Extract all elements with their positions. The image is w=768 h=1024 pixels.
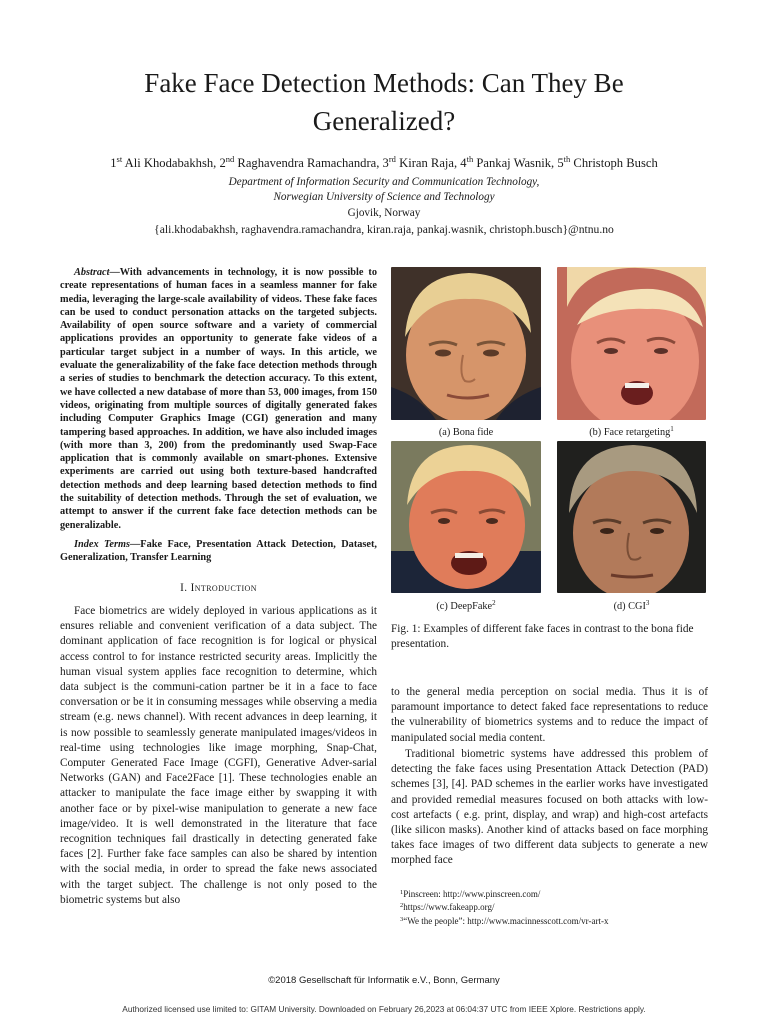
affiliation-city: Gjovik, Norway [347, 207, 421, 219]
figure-caption: Fig. 1: Examples of different fake faces in contrast to the bona fide presentation. [391, 623, 694, 651]
section-heading [60, 582, 377, 594]
author: 5th Christoph Busch [557, 154, 658, 170]
footnote: $^2$https://www.fakeapp.org/ [400, 902, 495, 913]
index-terms [60, 538, 377, 565]
author: 1st Ali Khodabakhsh [110, 154, 214, 170]
section-title: Introduction [190, 582, 257, 594]
section-number: I. [180, 582, 188, 594]
intro-paragraph-right-1: to the general media perception on social media. Thus it is of paramount importance to detect faked face representations to reduce the vulnerability of biometrics systems and to reduce the impact of manipulated social media content. [391, 686, 708, 744]
abstract [60, 266, 377, 532]
affiliation-department: Department of Information Security and Communication Technology, [228, 176, 540, 188]
face-image-bona-fide [391, 267, 541, 420]
face-image-deepfake [391, 441, 541, 593]
subfigure-caption-b: (b) Face retargeting$^1$ [589, 425, 674, 438]
license-notice: Authorized licensed use limited to: GITAM University. Downloaded on February 26,2023 at 06:04:37 UTC from IEEE Xplore. Restrictions apply. [122, 1004, 646, 1014]
footnote: $^1$Pinscreen: http://www.pinscreen.com/ [400, 889, 541, 899]
title-line-2: Generalized? [312, 106, 456, 136]
subfigure-caption-d: (d) CGI$^3$ [613, 599, 650, 612]
author-list: 1st Ali Khodabakhsh, 2nd Raghavendra Ramachandra, 3rd Kiran Raja, 4th Pankaj Wasnik, 5th Christoph Busch [110, 154, 658, 170]
author: 3rd Kiran Raja [382, 154, 454, 170]
author: 2nd Raghavendra Ramachandra [219, 154, 377, 170]
face-image-cgi [557, 441, 706, 593]
subfigure-caption-a: (a) Bona fide [438, 427, 494, 438]
copyright-notice: ©2018 Gesellschaft für Informatik e.V., Bonn, Germany [268, 975, 500, 986]
index-terms-lead: Index Terms [74, 539, 130, 550]
abstract-text: —With advancements in technology, it is now possible to create representations of human faces in a seamless manner for fake media, leveraging the large-scale availability of videos. These fake faces can be used to conduct personation attacks on the targeted subjects. Availability of open source software and a variety of commercial applications provides an opportunity to generate fake videos of a particular target subject in a number of ways. In this article, we evaluate the generalizability of the fake face detection methods through a series of studies to benchmark the detection accuracy. To this extent, we have collected a new database of more than 53, 000 images, from 150 videos, originating from multiple sources of digitally generated fakes including Computer Graphics Image (CGI) generation and many tampering based approaches. In addition, we have also included images (with more than 3, 200) from the predominantly used Swap-Face application that is commonly available on smart-phones. Extensive experiments are carried out using both texture-based handcrafted detection methods and deep learning based detection methods to find the suitability of detection methods. Through the set of evaluation, we attempt to answer if the current fake face detection methods can be generalizable. [60, 267, 377, 531]
author: 4th Pankaj Wasnik [460, 154, 552, 170]
affiliation-university: Norwegian University of Science and Technology [273, 191, 495, 203]
subfigure-caption-c: (c) DeepFake$^2$ [436, 599, 496, 612]
index-terms-text: —Fake Face, Presentation Attack Detection, Dataset, Generalization, Transfer Learning [60, 539, 377, 564]
footnotes [400, 888, 710, 928]
abstract-lead: Abstract [74, 267, 110, 278]
author-emails: {ali.khodabakhsh, raghavendra.ramachandra, kiran.raja, pankaj.wasnik, christoph.busch}@ntnu.no [154, 223, 614, 236]
intro-paragraph-left: Face biometrics are widely deployed in various applications as it ensures reliable and convenient verification of a data subject. The dominant application of face recognition is for logical or physical access control to for instance restricted security areas. Implicitly the human visual system applies face recognition to determine, which data subject is the communi-cation partner be it in a face to face conversation or be it in consuming messages while observing a media stream (e.g. news channel). With recent advances in deep learning, it is now possible to seamlessly generate manipulated images/videos in real-time using technologies like image morphing, Snap-Chat, Computer Generated Face Image (CGFI), Generative Adver-sarial Networks (GAN) and Face2Face [1]. These technologies enable an attacker to manipulate the face image either by swapping it with another face or by pixel-wise manipulation to generate a new face image/video. It is well demonstrated in the literature that face recognition techniques fail drastically in detecting generated fake faces [2]. Further fake face samples can also be shared by intention with the social media, in order to spread the fake news associated with the target subject. The challenge is not only posed to the biometric systems but also [60, 605, 377, 906]
intro-paragraph-right-2: Traditional biometric systems have addressed this problem of detecting the fake faces using Presentation Attack Detection (PAD) schemes [3], [4]. PAD schemes in the earlier works have investigated and provided remedial measures focused on both attacks with low-cost artefacts ( e.g. print, display, and wrap) and high-cost artefacts (like silicon masks). Another kind of attacks based on face morphing takes face images of two different data subjects to generate a new morphed face [391, 748, 708, 867]
face-image-face-retargeting [557, 267, 706, 420]
paper-title [60, 64, 708, 140]
title-line-1: Fake Face Detection Methods: Can They Be [144, 68, 624, 98]
footnote: $^3$“We the people”: http://www.macinnesscott.com/vr-art-x [400, 915, 609, 926]
